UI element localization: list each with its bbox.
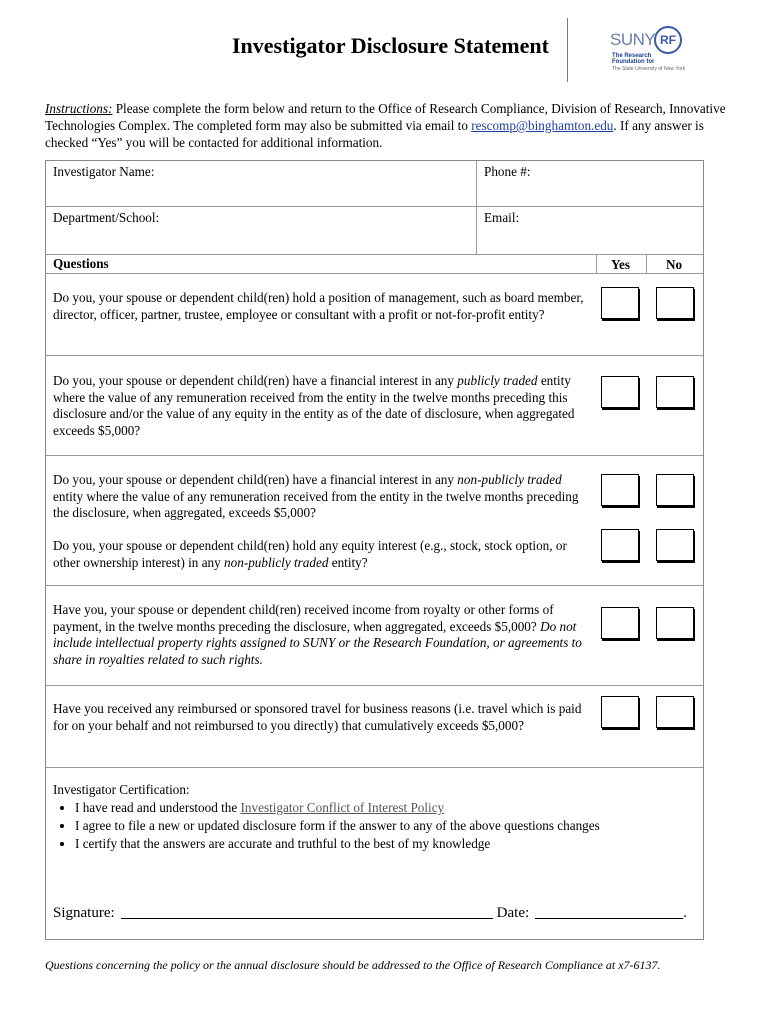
logo-line1: The Research xyxy=(612,53,652,59)
question-2 xyxy=(53,373,593,439)
q6-yes-checkbox[interactable] xyxy=(601,696,639,728)
q2-text-b: entity where the value of any remuneration received from the entity in the twelve months preceding this disclosure and/or the value of any equity in the entity as of the date of disclosure, when aggregated exceeds $5,000? xyxy=(53,373,575,438)
date-field[interactable] xyxy=(535,918,683,919)
instructions-label: Instructions: xyxy=(45,101,113,116)
q2-no-checkbox[interactable] xyxy=(656,376,694,408)
certification-item-1 xyxy=(75,799,693,817)
signature-row xyxy=(53,905,687,922)
signature-field[interactable] xyxy=(121,918,493,919)
certification-section xyxy=(53,781,693,853)
q4-text-a: Do you, your spouse or dependent child(ren) hold any equity interest (e.g., stock, stock option, or other ownership interest) in any xyxy=(53,538,567,570)
q4-text-b: entity? xyxy=(328,554,368,570)
q6-no-checkbox[interactable] xyxy=(656,696,694,728)
header-divider-no xyxy=(646,254,647,273)
yes-header: Yes xyxy=(611,257,631,272)
signature-label: Signature: xyxy=(53,905,115,921)
q5-emphasis: Do not include intellectual property rights assigned to SUNY or the Research Foundation, or agreements to share in royalties related to such rights. xyxy=(53,618,582,667)
question-5 xyxy=(53,602,593,668)
disclosure-form xyxy=(45,160,704,940)
q3-no-checkbox[interactable] xyxy=(656,474,694,506)
department-label: Department/School: xyxy=(53,210,160,225)
page-title: Investigator Disclosure Statement xyxy=(232,33,549,58)
certification-list xyxy=(53,799,693,853)
q2-emphasis: publicly traded xyxy=(457,373,538,388)
question-6: Have you received any reimbursed or sponsored travel for business reasons (i.e. travel which is paid for on your behalf and not reimbursed to you directly) that cumulatively exceeds $5,000? xyxy=(53,701,582,733)
date-end: . xyxy=(683,905,687,921)
q4-no-checkbox[interactable] xyxy=(656,529,694,561)
q3-yes-checkbox[interactable] xyxy=(601,474,639,506)
q3-emphasis: non-publicly traded xyxy=(457,472,562,487)
row-divider xyxy=(46,585,703,586)
certification-item-1-text: I have read and understood the xyxy=(75,800,241,815)
row-divider xyxy=(46,685,703,686)
questions-header: Questions xyxy=(53,256,109,271)
instructions-text1: Please complete the form below and return to the Office of Research Compliance, Division of Research, Innovative Technologies Complex. The completed form may also be submitted via email to xyxy=(45,101,726,133)
q2-yes-checkbox[interactable] xyxy=(601,376,639,408)
info-column-divider xyxy=(476,161,477,254)
logo-suny-text: SUNY xyxy=(610,30,656,49)
q5-text-a: Have you, your spouse or dependent child(ren) received income from royalty or other forms of payment, in the twelve months preceding the disclosure, when aggregated, exceeds $5,000? xyxy=(53,602,554,634)
suny-rf-logo xyxy=(610,28,700,78)
row-divider xyxy=(46,455,703,456)
instructions xyxy=(45,100,735,151)
q3-text-b: entity where the value of any remuneration received from the entity in the twelve months preceding the disclosure, when aggregated, exceeds $5,000? xyxy=(53,488,579,520)
q1-no-checkbox[interactable] xyxy=(656,287,694,319)
certification-title: Investigator Certification: xyxy=(53,782,190,797)
q5-yes-checkbox[interactable] xyxy=(601,607,639,639)
q3-text-a: Do you, your spouse or dependent child(ren) have a financial interest in any xyxy=(53,472,458,487)
header-divider-yes xyxy=(596,254,597,273)
question-1: Do you, your spouse or dependent child(ren) hold a position of management, such as board member, director, officer, partner, trustee, employee or consultant with a profit or not-for-profit entity? xyxy=(53,290,584,322)
certification-item-3: • I certify that the answers are accurate and truthful to the best of my knowledge xyxy=(75,835,693,853)
coi-policy-link[interactable]: Investigator Conflict of Interest Policy xyxy=(240,800,445,815)
q5-no-checkbox[interactable] xyxy=(656,607,694,639)
date-label: Date: xyxy=(496,905,530,921)
q4-emphasis: non-publicly traded xyxy=(224,554,329,570)
instructions-text2: . If any answer is checked “Yes” you will be contacted for additional information. xyxy=(45,118,704,150)
question-4 xyxy=(53,538,593,571)
footer-note: Questions concerning the policy or the annual disclosure should be addressed to the Office of Research Compliance at x7-6137. xyxy=(45,958,661,972)
email-link[interactable]: rescomp@binghamton.edu xyxy=(471,118,614,133)
logo-rf-circle: RF xyxy=(654,26,682,54)
no-header: No xyxy=(666,257,683,272)
logo-line2: Foundation for xyxy=(612,59,655,65)
email-label: Email: xyxy=(484,210,520,225)
q4-yes-checkbox[interactable] xyxy=(601,529,639,561)
q1-yes-checkbox[interactable] xyxy=(601,287,639,319)
phone-label: Phone #: xyxy=(484,164,531,179)
row-divider xyxy=(46,206,703,207)
q2-text-a: Do you, your spouse or dependent child(ren) have a financial interest in any xyxy=(53,373,458,388)
row-divider xyxy=(46,273,703,274)
header-divider xyxy=(567,18,568,82)
logo-line3: The State University of New York xyxy=(612,66,686,72)
investigator-name-label: Investigator Name: xyxy=(53,164,155,179)
row-divider xyxy=(46,254,703,255)
certification-item-2: • I agree to file a new or updated disclosure form if the answer to any of the above questions changes xyxy=(75,817,693,835)
question-3 xyxy=(53,472,593,522)
row-divider xyxy=(46,355,703,356)
row-divider xyxy=(46,767,703,768)
